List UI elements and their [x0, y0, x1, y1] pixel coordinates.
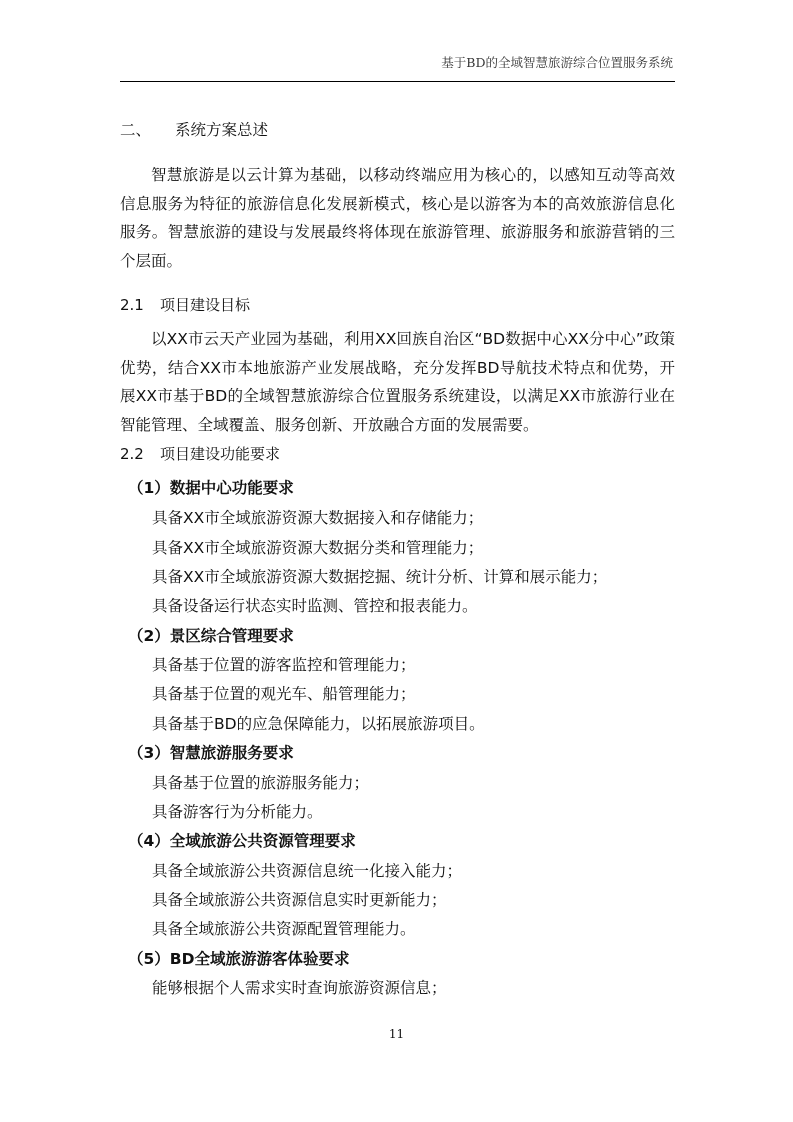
- requirement-item: 具备XX市全域旅游资源大数据接入和存储能力；: [152, 509, 484, 527]
- requirement-item: 具备XX市全域旅游资源大数据分类和管理能力；: [152, 539, 484, 557]
- requirement-number: （5）: [128, 950, 170, 968]
- requirement-heading: [128, 741, 294, 763]
- requirement-title: 全域旅游公共资源管理要求: [169, 832, 356, 850]
- subsection-number: 2.2: [120, 445, 144, 463]
- requirement-number: （4）: [128, 832, 170, 850]
- requirement-item: 具备基于位置的旅游服务能力；: [152, 774, 370, 792]
- subsection-heading-2-2: [120, 443, 280, 464]
- requirement-item: 具备设备运行状态实时监测、管控和报表能力。: [152, 597, 478, 615]
- section-number: 二、: [120, 121, 152, 139]
- subsection-title: 项目建设目标: [160, 296, 251, 314]
- subsection-title: 项目建设功能要求: [160, 445, 281, 463]
- requirement-item: 具备基于位置的游客监控和管理能力；: [152, 656, 416, 674]
- requirement-title: 景区综合管理要求: [169, 627, 294, 645]
- requirement-heading: [128, 624, 294, 646]
- running-header-title: 基于BD的全域智慧旅游综合位置服务系统: [441, 55, 673, 70]
- requirement-item: 具备全域旅游公共资源配置管理能力。: [152, 920, 416, 938]
- requirement-item: 具备游客行为分析能力。: [152, 803, 323, 821]
- requirement-item: 具备基于位置的观光车、船管理能力；: [152, 685, 416, 703]
- page-number: 11: [388, 1027, 405, 1041]
- intro-paragraph: 智慧旅游是以云计算为基础，以移动终端应用为核心的，以感知互动等高效信息服务为特征的旅游信息化发展新模式，核心是以游客为本的高效旅游信息化服务。智慧旅游的建设与发展最终将体现在旅游管理、旅游服务和旅游营销的三个层面。: [120, 166, 675, 270]
- requirement-heading: [128, 476, 294, 498]
- requirement-number: （1）: [128, 479, 170, 497]
- section-heading: [120, 118, 268, 140]
- requirement-item: 具备全域旅游公共资源信息实时更新能力；: [152, 891, 447, 909]
- section-title: 系统方案总述: [175, 121, 269, 139]
- subsection-heading-2-1: [120, 294, 250, 315]
- requirement-heading: [128, 947, 349, 969]
- requirement-number: （2）: [128, 627, 170, 645]
- requirement-number: （3）: [128, 744, 170, 762]
- goal-paragraph: 以XX市云天产业园为基础，利用XX回族自治区“BD数据中心XX分中心”政策优势，结合XX市本地旅游产业发展战略，充分发挥BD导航技术特点和优势，开展XX市基于BD的全域智慧旅游综合位置服务系统建设，以满足XX市旅游行业在智能管理、全域覆盖、服务创新、开放融合方面的发展需要。: [120, 330, 675, 434]
- requirement-item: 能够根据个人需求实时查询旅游资源信息；: [152, 979, 447, 997]
- requirement-item: 具备基于BD的应急保障能力，以拓展旅游项目。: [152, 715, 485, 733]
- requirement-title: BD全域旅游游客体验要求: [169, 950, 350, 968]
- requirement-title: 数据中心功能要求: [169, 479, 294, 497]
- requirement-heading: [128, 829, 356, 851]
- requirement-item: 具备XX市全域旅游资源大数据挖掘、统计分析、计算和展示能力；: [152, 568, 608, 586]
- subsection-number: 2.1: [120, 296, 144, 314]
- requirement-title: 智慧旅游服务要求: [169, 744, 294, 762]
- requirement-item: 具备全域旅游公共资源信息统一化接入能力；: [152, 862, 463, 880]
- header-divider: [120, 81, 675, 82]
